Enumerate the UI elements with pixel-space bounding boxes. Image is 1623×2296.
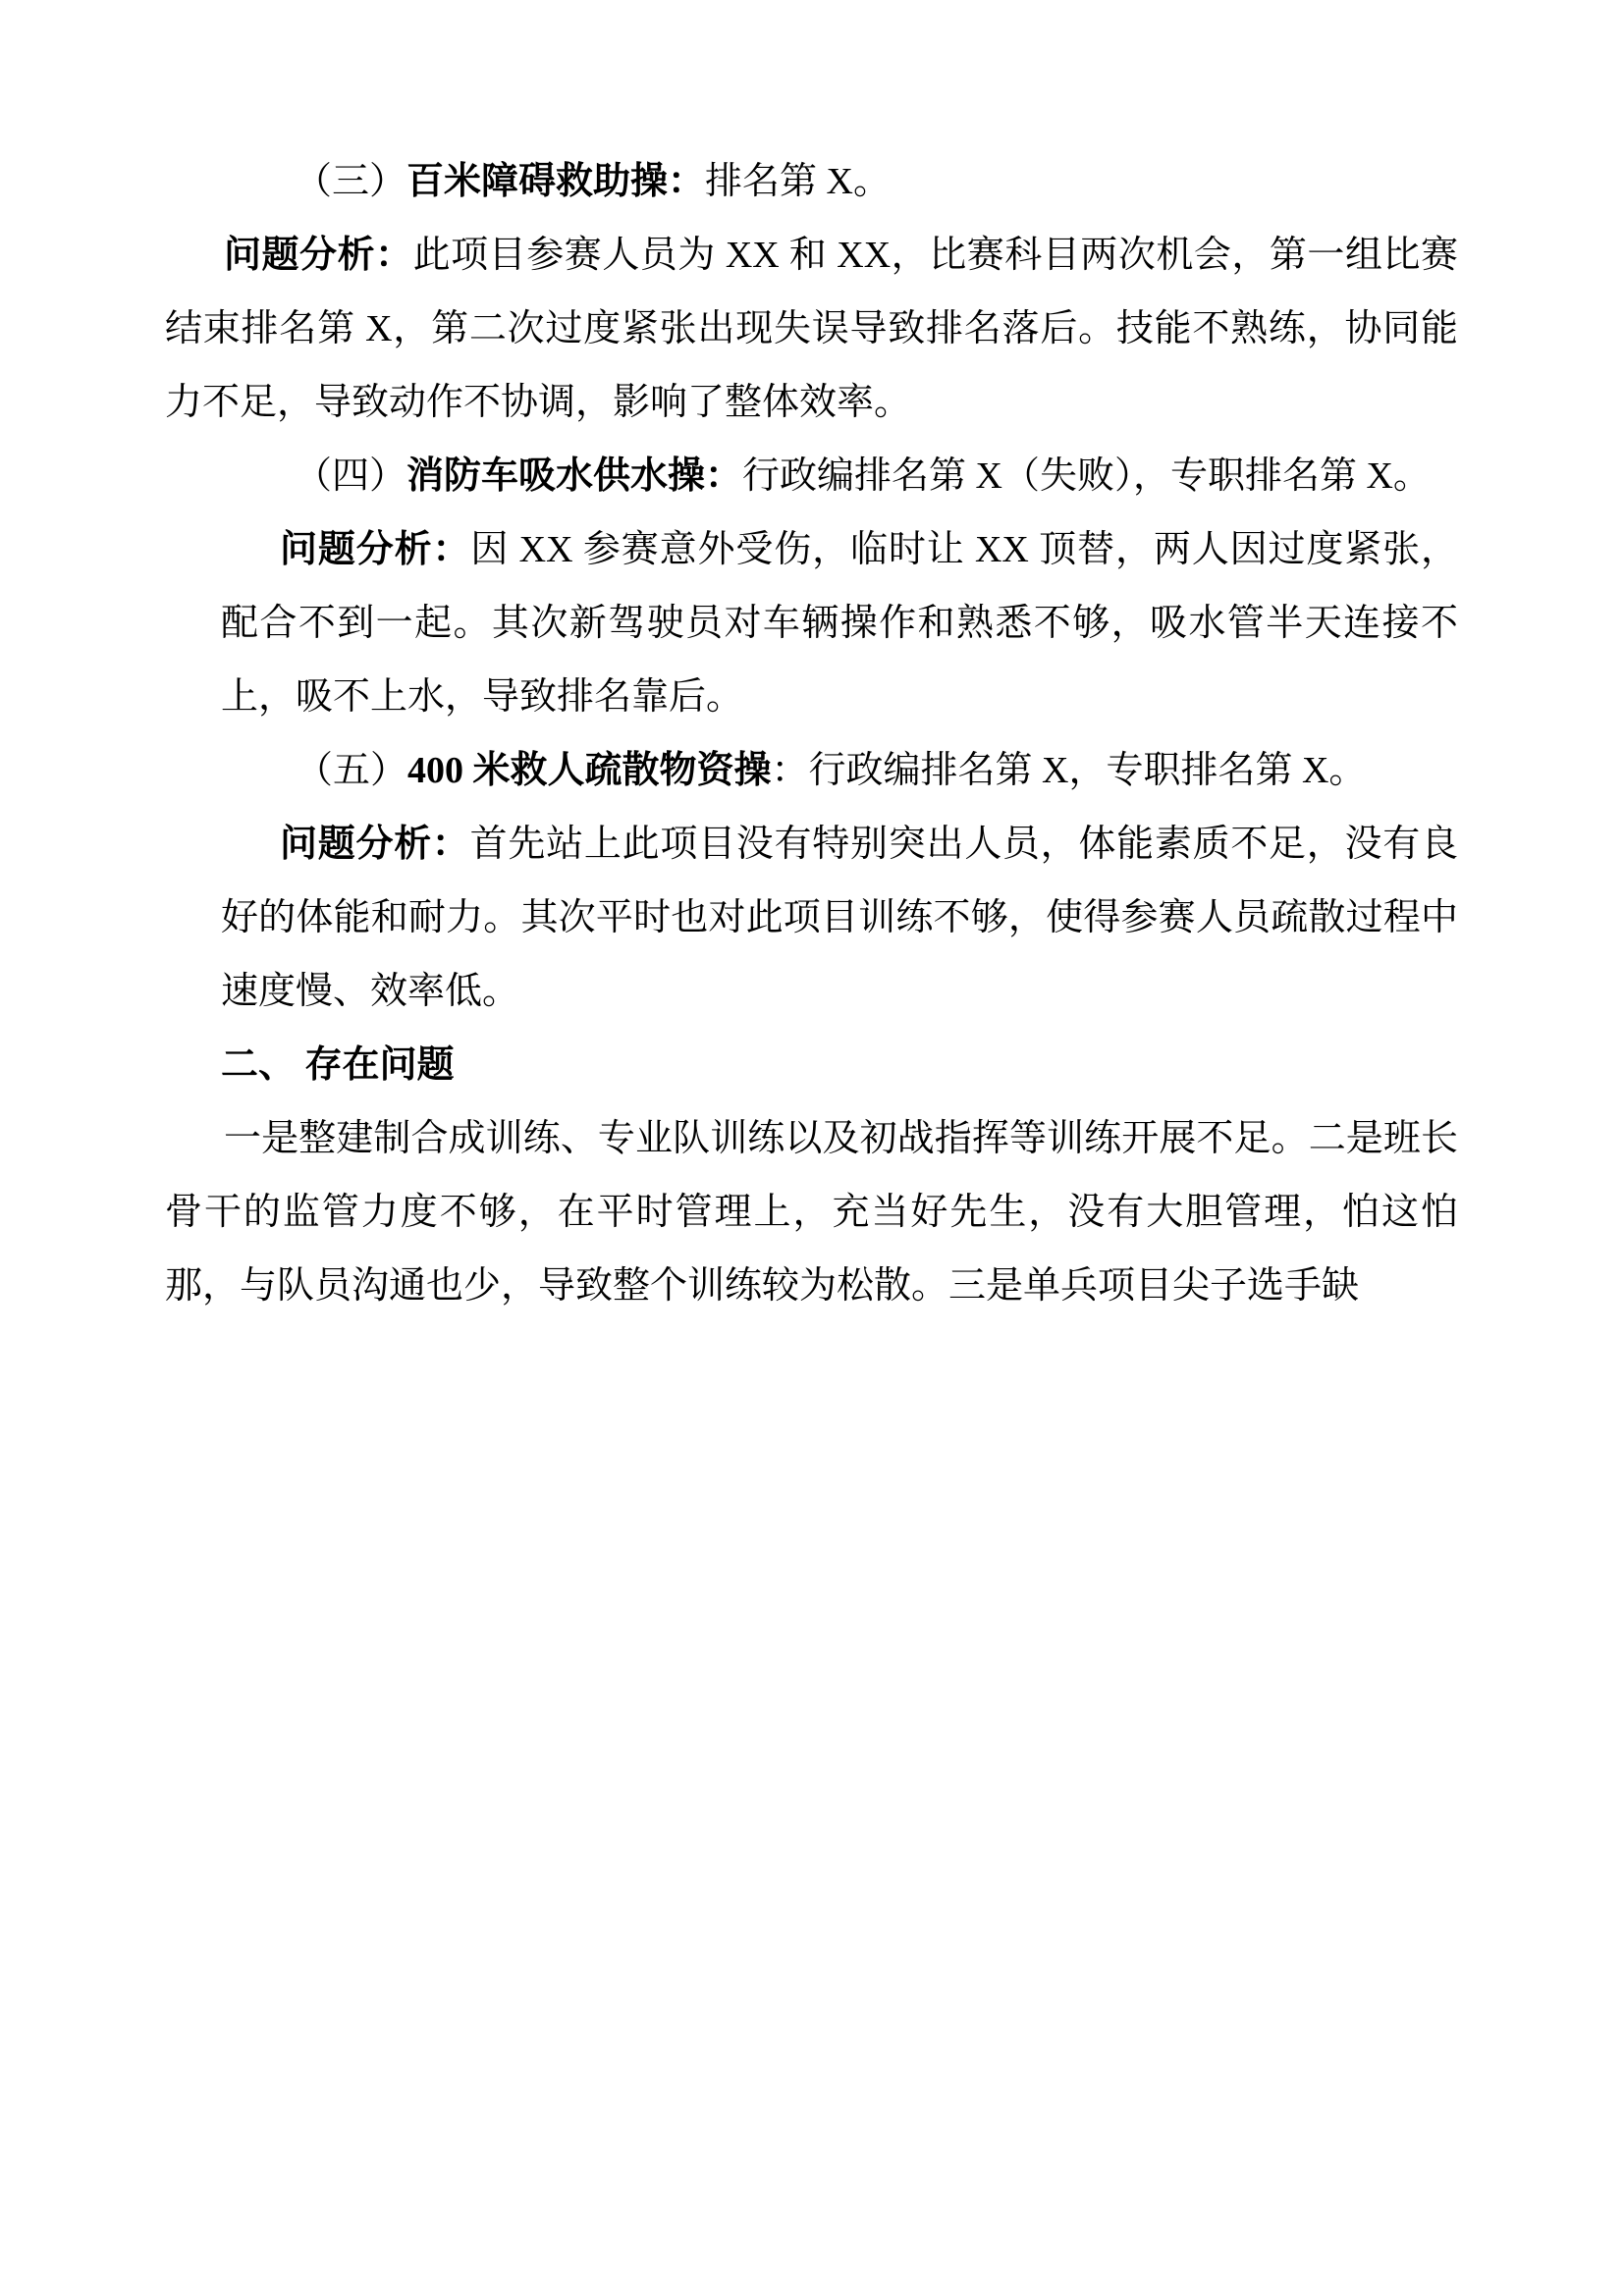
problem-analysis-3 [165, 219, 1458, 440]
heading-item-3 [165, 145, 1458, 219]
heading-result: 行政编排名第 X（失败），专职排名第 X。 [742, 455, 1431, 497]
heading-number: （五） [296, 750, 408, 791]
heading-item-5 [221, 734, 1458, 808]
analysis-text: 因 XX 参赛意外受伤，临时让 XX 顶替，两人因过度紧张，配合不到一起。其次新驾驶员对车辆操作和熟悉不够，吸水管半天连接不上，吸不上水，导致排名靠后。 [221, 529, 1458, 718]
problems-body-text: 一是整建制合成训练、专业队训练以及初战指挥等训练开展不足。二是班长骨干的监管力度不够，在平时管理上，充当好先生，没有大胆管理，怕这怕那，与队员沟通也少，导致整个训练较为松散。三是单兵项目尖子选手缺 [165, 1118, 1458, 1307]
heading-result: 排名第 X。 [705, 161, 891, 202]
analysis-text: 此项目参赛人员为 XX 和 XX，比赛科目两次机会，第一组比赛结束排名第 X，第二次过度紧张出现失误导致排名落后。技能不熟练，协同能力不足，导致动作不协调，影响了整体效率。 [165, 235, 1458, 423]
section-heading-2 [221, 1029, 1458, 1102]
heading-number: （四） [295, 455, 407, 497]
heading-title: 百米障碍救助操： [406, 161, 706, 202]
heading-item-4 [281, 440, 1458, 513]
analysis-label: 问题分析： [280, 824, 470, 865]
problem-analysis-5 [221, 808, 1458, 1029]
document-content [165, 145, 1458, 1323]
analysis-label: 问题分析： [280, 529, 471, 570]
heading-title: 消防车吸水供水操： [406, 455, 743, 497]
analysis-text: 首先站上此项目没有特别突出人员，体能素质不足，没有良好的体能和耐力。其次平时也对此项目训练不够，使得参赛人员疏散过程中速度慢、效率低。 [221, 824, 1458, 1012]
heading-result: ：行政编排名第 X，专职排名第 X。 [771, 750, 1367, 791]
section-heading-text: 二、 存在问题 [221, 1044, 455, 1086]
analysis-label: 问题分析： [224, 235, 413, 276]
heading-title: 400 米救人疏散物资操 [407, 750, 772, 791]
heading-number: （三） [295, 161, 407, 202]
problems-body [165, 1102, 1458, 1323]
problem-analysis-4 [221, 513, 1458, 734]
